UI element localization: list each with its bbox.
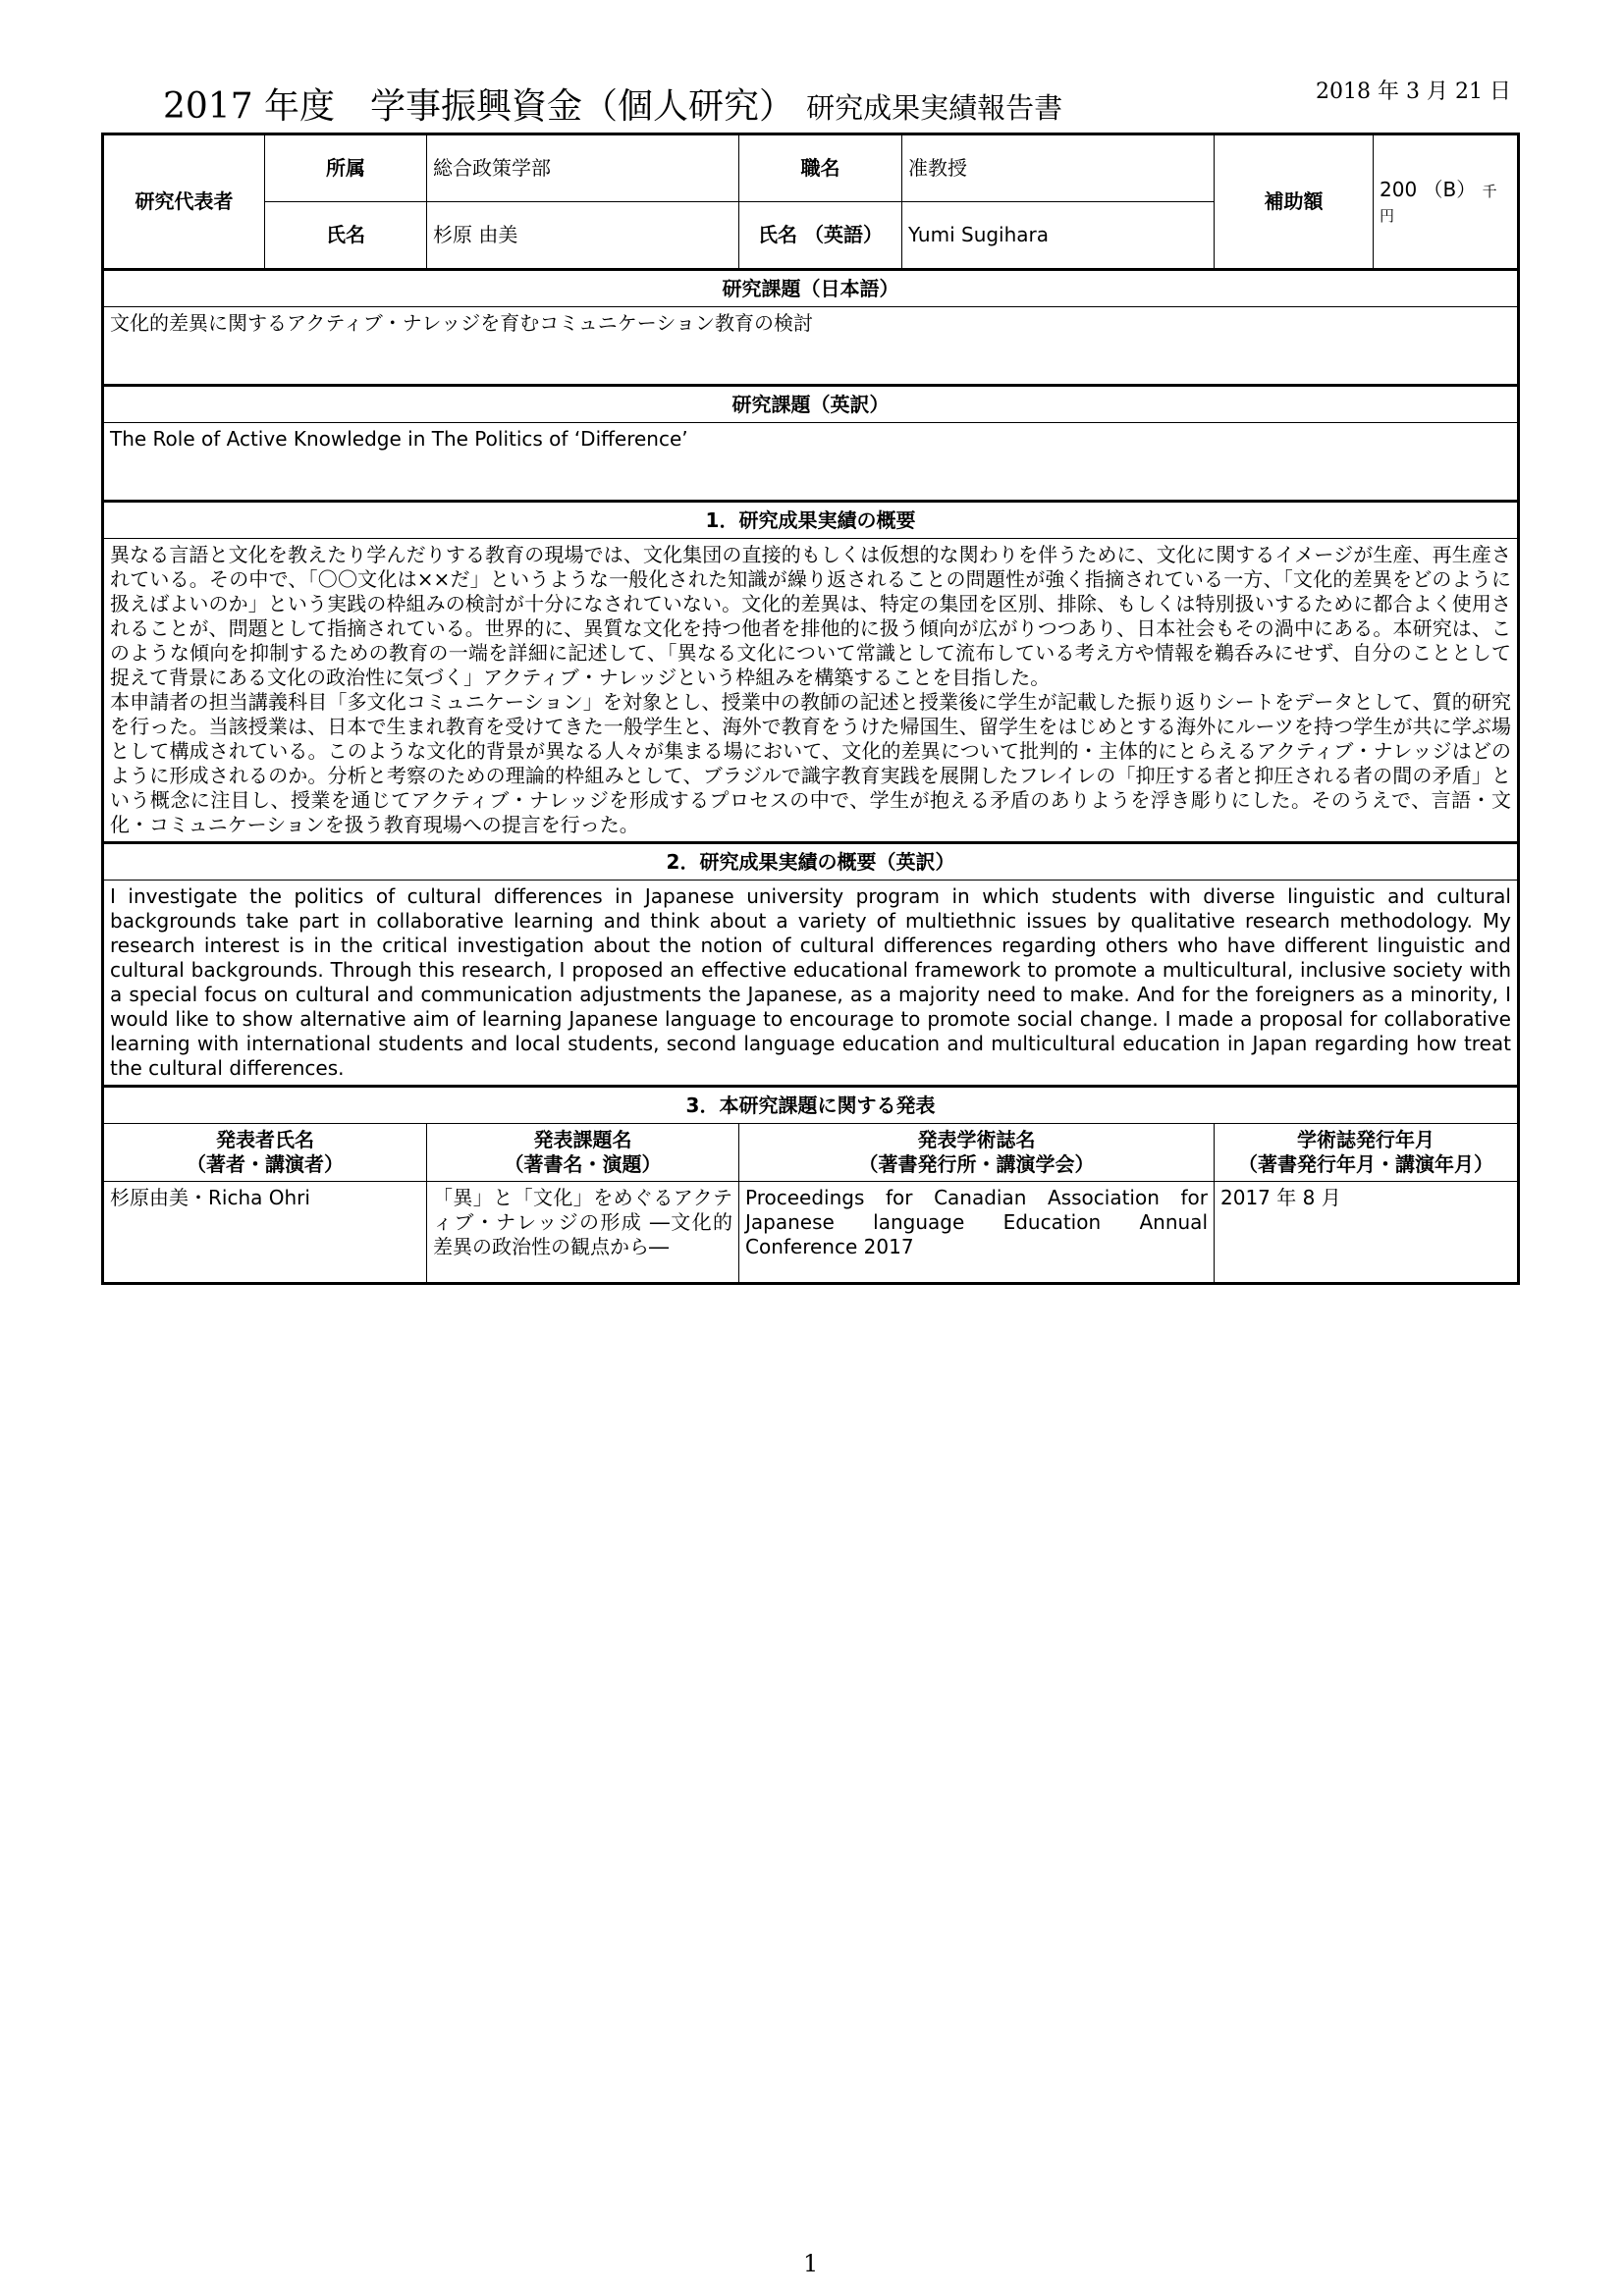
col-title-header: 発表課題名 （著書名・演題） xyxy=(427,1124,739,1182)
topic-en-heading: 研究課題（英訳） xyxy=(103,386,1519,423)
summary-en-text: I investigate the politics of cultural differences in Japanese university program in which students with diverse linguistic and cultural backgrounds take part in collaborative learning and think about a variety of multiethnic issues by qualitative research methodology. My research interest is in the critical investigation about the notion of cultural differences regarding others who have different linguistic and cultural backgrounds. Through this research, I proposed an effective educational framework to promote a multicultural, inclusive society with a special focus on cultural and communication adjustments the Japanese, as a majority need to make. And for the foreigners as a minority, I would like to show alternative aim of learning Japanese language to encourage to promote social change. I made a proposal for collaborative learning with international students and local students, second language education and multicultural education in Japan regarding how treat the cultural differences. xyxy=(103,881,1519,1087)
name-en-label: 氏名 （英語） xyxy=(739,202,902,270)
publications-header-row xyxy=(103,1124,1519,1182)
col-date-header: 学術誌発行年月 （著書発行年月・講演年月） xyxy=(1215,1124,1519,1182)
grant-value: 200 （B） xyxy=(1380,177,1477,201)
affiliation-value: 総合政策学部 xyxy=(427,134,739,202)
pub-title: 「異」と「文化」をめぐるアクティブ・ナレッジの形成 ―文化的差異の政治性の観点から― xyxy=(427,1182,739,1284)
summary-ja-heading: 1．研究成果実績の概要 xyxy=(103,502,1519,539)
report-date: 2018 年 3 月 21 日 xyxy=(1316,80,1511,104)
grant-label: 補助額 xyxy=(1215,134,1374,270)
position-value: 准教授 xyxy=(902,134,1215,202)
page-title xyxy=(163,79,1439,129)
table-row xyxy=(103,1182,1519,1284)
title-main: 2017 年度 学事振興資金（個人研究） xyxy=(163,86,795,127)
pub-author: 杉原由美・Richa Ohri xyxy=(103,1182,427,1284)
name-value: 杉原 由美 xyxy=(427,202,739,270)
summary-ja-paragraph: 本申請者の担当講義科目「多文化コミュニケーション」を対象とし、授業中の教師の記述と授業後に学生が記載した振り返りシートをデータとして、質的研究を行った。当該授業は、日本で生まれ教育を受けてきた一般学生と、海外で教育をうけた帰国生、留学生をはじめとする海外にルーツを持つ学生が共に学ぶ場として構成されている。このような文化的背景が異なる人々が集まる場において、文化的差異について批判的・主体的にとらえるアクティブ・ナレッジはどのように形成されるのか。分析と考察のための理論的枠組みとして、ブラジルで識字教育実践を展開したフレイレの「抑圧する者と抑圧される者の間の矛盾」という概念に注目し、授業を通じてアクティブ・ナレッジを形成するプロセスの中で、学生が抱える矛盾のありようを浮き彫りにした。そのうえで、言語・文化・コミュニケーションを扱う教育現場への提言を行った。 xyxy=(110,690,1511,836)
col-author-header: 発表者氏名 （著者・講演者） xyxy=(103,1124,427,1182)
page-number: 1 xyxy=(803,2250,819,2277)
col-journal-header: 発表学術誌名 （著書発行所・講演学会） xyxy=(739,1124,1215,1182)
name-en-value: Yumi Sugihara xyxy=(902,202,1215,270)
name-label: 氏名 xyxy=(265,202,427,270)
title-sub: 研究成果実績報告書 xyxy=(806,91,1063,125)
pub-journal: Proceedings for Canadian Association for Japanese language Education Annual Conference 2017 xyxy=(739,1182,1215,1284)
affiliation-label: 所属 xyxy=(265,134,427,202)
summary-en-heading: 2．研究成果実績の概要（英訳） xyxy=(103,843,1519,881)
topic-ja-text: 文化的差異に関するアクティブ・ナレッジを育むコミュニケーション教育の検討 xyxy=(103,307,1519,386)
representative-label: 研究代表者 xyxy=(103,134,265,270)
publications-heading: 3．本研究課題に関する発表 xyxy=(103,1087,1519,1124)
grant-amount xyxy=(1374,134,1519,270)
topic-en-text: The Role of Active Knowledge in The Politics of ‘Difference’ xyxy=(103,423,1519,502)
pub-date: 2017 年 8 月 xyxy=(1215,1182,1519,1284)
report-form xyxy=(101,133,1520,1285)
summary-ja-paragraph: 異なる言語と文化を教えたり学んだりする教育の現場では、文化集団の直接的もしくは仮想的な関わりを伴うために、文化に関するイメージが生産、再生産されている。その中で、「〇〇文化は××だ」というような一般化された知識が繰り返されることの問題性が強く指摘されている一方、「文化的差異をどのように扱えばよいのか」という実践の枠組みの検討が十分になされていない。文化的差異は、特定の集団を区別、排除、もしくは特別扱いするために都合よく使用されることが、問題として指摘されている。世界的に、異質な文化を持つ他者を排他的に扱う傾向が広がりつつあり、日本社会もその渦中にある。本研究は、このような傾向を抑制するための教育の一端を詳細に記述して、「異なる文化について常識として流布している考え方や情報を鵜呑みにせず、自分のこととして捉えて背景にある文化の政治性に気づく」アクティブ・ナレッジという枠組みを構築することを目指した。 xyxy=(110,543,1511,689)
grant-unit: 千円 xyxy=(1380,182,1497,225)
summary-ja-body xyxy=(103,539,1519,843)
topic-ja-heading: 研究課題（日本語） xyxy=(103,270,1519,307)
position-label: 職名 xyxy=(739,134,902,202)
